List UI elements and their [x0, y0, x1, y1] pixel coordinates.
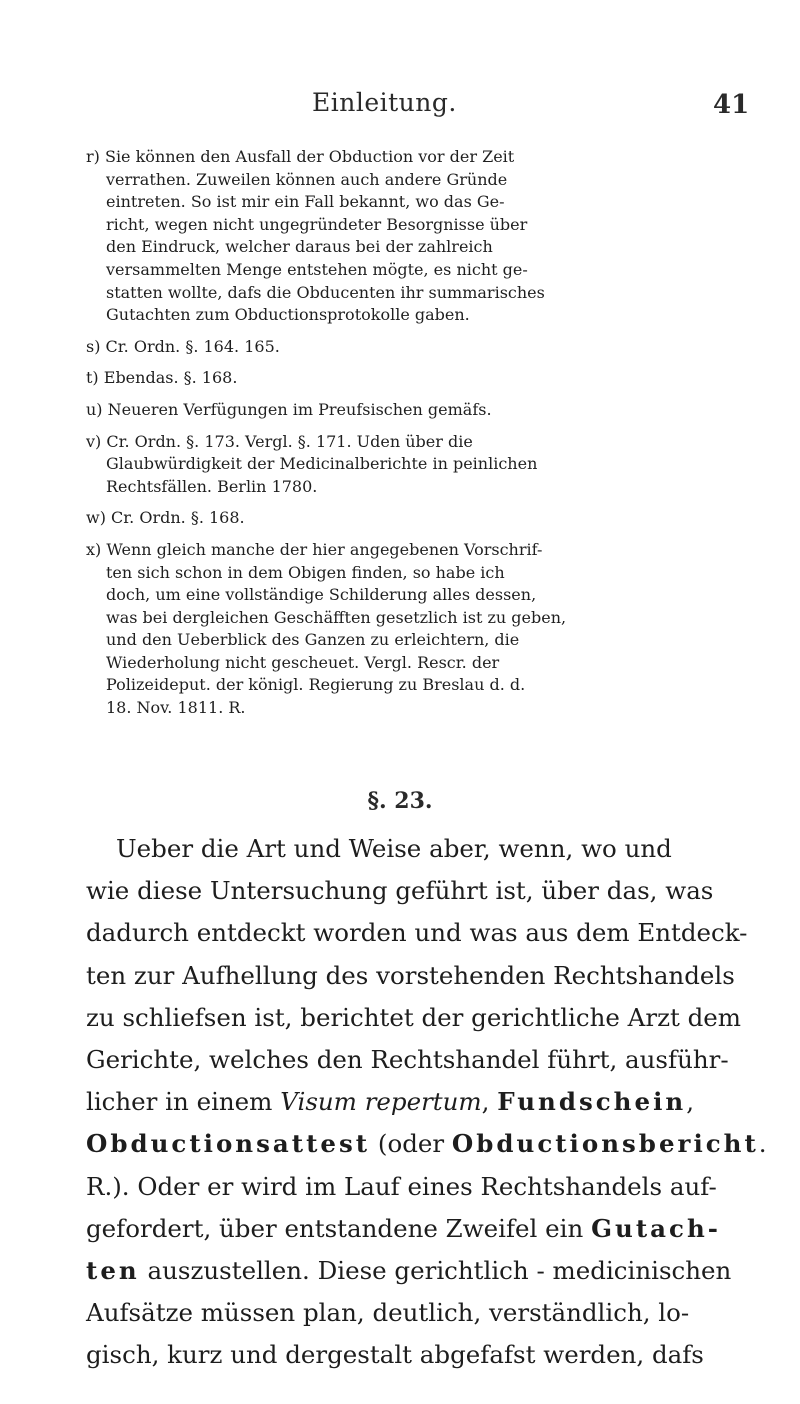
- footnote-line: Polizeideput. der königl. Regierung zu Breslau d. d.: [106, 675, 526, 695]
- footnote-x: [86, 539, 766, 720]
- footnote-line: Rechtsfällen. Berlin 1780.: [106, 476, 318, 496]
- fundschein-term: Fundschein: [497, 1087, 687, 1117]
- footnote-line: w) Cr. Ordn. §. 168.: [86, 508, 245, 528]
- gutachten-term-end: ten: [86, 1256, 140, 1286]
- body-paragraph: [86, 828, 776, 1377]
- body-line: zu schliefsen ist, berichtet der gerichtliche Arzt dem: [86, 1002, 742, 1032]
- body-text: ,: [481, 1087, 498, 1117]
- visum-repertum-term: Visum repertum: [280, 1087, 482, 1117]
- body-line: wie diese Untersuchung geführt ist, über das, was: [86, 876, 714, 906]
- footnote-v: [86, 431, 766, 499]
- body-text: gefordert, über entstandene Zweifel ein: [86, 1213, 592, 1243]
- body-line: gisch, kurz und dergestalt abgefafst werden, dafs: [86, 1340, 704, 1370]
- footnote-line: v) Cr. Ordn. §. 173. Vergl. §. 171. Uden über die: [86, 431, 473, 451]
- footnote-line: Wiederholung nicht gescheuet. Vergl. Rescr. der: [106, 652, 500, 672]
- body-text: (oder: [370, 1129, 452, 1159]
- body-line: Gerichte, welches den Rechtshandel führt, ausführ-: [86, 1045, 729, 1075]
- footnote-line: u) Neueren Verfügungen im Preufsischen gemäfs.: [86, 399, 492, 419]
- footnote-w: [86, 507, 766, 530]
- running-title: Einleitung.: [312, 88, 457, 117]
- body-text: ,: [686, 1087, 694, 1117]
- footnote-line: t) Ebendas. §. 168.: [86, 368, 238, 388]
- page-header: [0, 88, 800, 128]
- body-text: auszustellen. Diese gerichtlich - medicinischen: [139, 1256, 732, 1286]
- obductionsattest-term: Obductionsattest: [86, 1129, 371, 1159]
- footnote-line: statten wollte, dafs die Obducenten ihr summarisches: [106, 282, 545, 302]
- body-text: .: [758, 1129, 767, 1159]
- footnote-line: r) Sie können den Ausfall der Obduction vor der Zeit: [86, 147, 515, 166]
- body-line: Aufsätze müssen plan, deutlich, verständlich, lo-: [86, 1298, 690, 1328]
- footnote-line: x) Wenn gleich manche der hier angegebenen Vorschrif-: [86, 539, 543, 559]
- body-line: [86, 1250, 776, 1292]
- body-line: Ueber die Art und Weise aber, wenn, wo und: [116, 834, 672, 863]
- footnotes: [86, 146, 766, 720]
- footnote-line: was bei dergleichen Geschäfften gesetzlich ist zu geben,: [106, 607, 567, 627]
- footnote-line: versammelten Menge entstehen mögte, es nicht ge-: [106, 259, 528, 279]
- footnote-line: ten sich schon in dem Obigen finden, so habe ich: [106, 562, 505, 582]
- footnote-line: richt, wegen nicht ungegründeter Besorgnisse über: [106, 214, 528, 234]
- body-line: [86, 1208, 776, 1250]
- body-line: [86, 1081, 776, 1123]
- footnote-line: eintreten. So ist mir ein Fall bekannt, wo das Ge-: [106, 192, 505, 212]
- footnote-line: 18. Nov. 1811. R.: [106, 698, 246, 718]
- section-number: §. 23.: [367, 788, 433, 814]
- footnote-line: Glaubwürdigkeit der Medicinalberichte in peinlichen: [106, 454, 538, 474]
- footnote-t: [86, 367, 766, 390]
- footnote-line: s) Cr. Ordn. §. 164. 165.: [86, 336, 280, 356]
- footnote-r: [86, 146, 766, 327]
- footnote-u: [86, 399, 766, 422]
- body-line: dadurch entdeckt worden und was aus dem Entdeck-: [86, 918, 748, 948]
- footnote-line: den Eindruck, welcher daraus bei der zahlreich: [106, 237, 493, 257]
- page-number: 41: [713, 90, 750, 120]
- body-text: licher in einem: [86, 1087, 281, 1117]
- body-line: ten zur Aufhellung des vorstehenden Rechtshandels: [86, 960, 735, 990]
- footnote-line: verrathen. Zuweilen können auch andere Gründe: [106, 169, 508, 189]
- footnote-s: [86, 336, 766, 359]
- footnote-line: Gutachten zum Obductionsprotokolle gaben.: [106, 305, 470, 325]
- footnote-line: und den Ueberblick des Ganzen zu erleichtern, die: [106, 630, 520, 650]
- body-line: R.). Oder er wird im Lauf eines Rechtshandels auf-: [86, 1171, 717, 1201]
- body-line: [86, 1123, 776, 1165]
- gutachten-term: Gutach-: [591, 1213, 721, 1243]
- obductionsbericht-term: Obductionsbericht: [451, 1129, 759, 1159]
- footnote-line: doch, um eine vollständige Schilderung alles dessen,: [106, 585, 537, 605]
